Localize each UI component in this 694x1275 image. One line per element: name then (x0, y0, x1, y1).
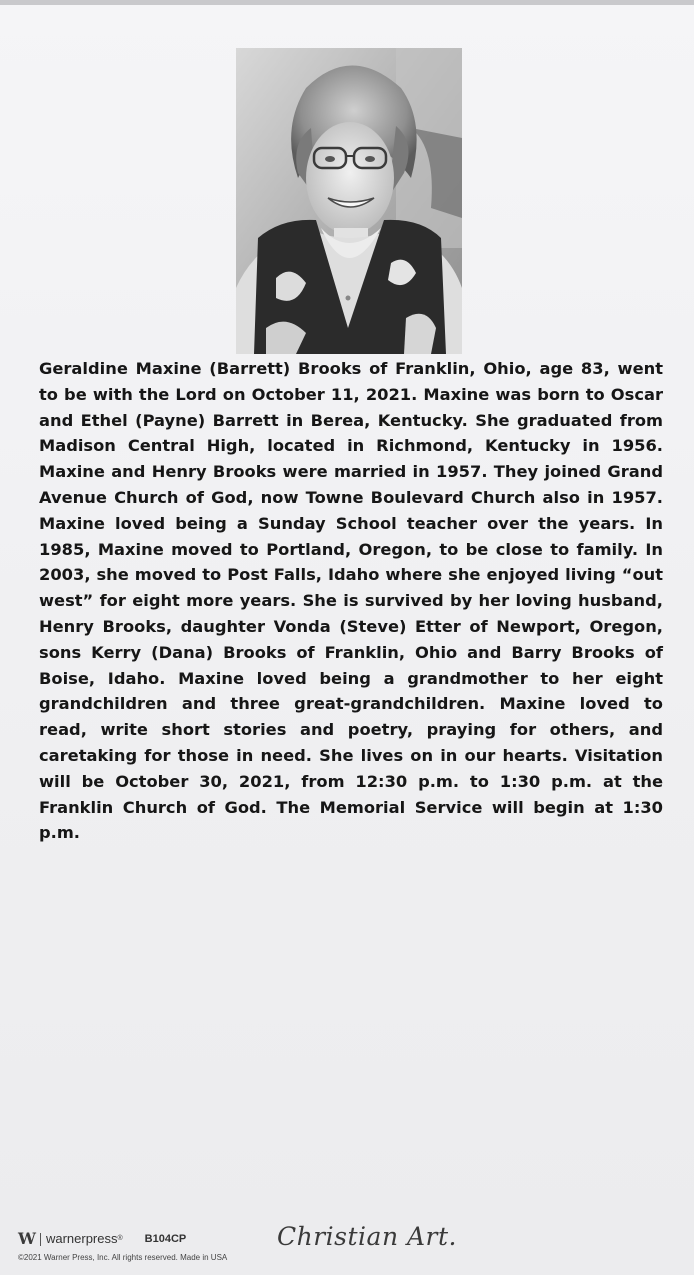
christian-art-logo: Christian Art. (277, 1222, 457, 1251)
top-edge (0, 0, 694, 5)
obituary-text: Geraldine Maxine (Barrett) Brooks of Franklin, Ohio, age 83, went to be with the Lord on October 11, 2021. Maxine was born to Oscar and Ethel (Payne) Barrett in Berea, Kentucky. She graduated from Madison Central High, located in Richmond, Kentucky in 1956. Maxine and Henry Brooks were married in 1957. They joined Grand Avenue Church of God, now Towne Boulevard Church also in 1957. Maxine loved being a Sunday School teacher over the years. In 1985, Maxine moved to Portland, Oregon, to be close to family. In 2003, she moved to Post Falls, Idaho where she enjoyed living “out west” for eight more years. She is survived by her loving husband, Henry Brooks, daughter Vonda (Steve) Etter of Newport, Oregon, sons Kerry (Dana) Brooks of Franklin, Ohio and Barry Brooks of Boise, Idaho. Maxine loved being a grandmother to her eight grandchildren and three great-grandchildren. Maxine loved to read, write short stories and poetry, praying for others, and caretaking for those in need. She lives on in our hearts. Visitation will be October 30, 2021, from 12:30 p.m. to 1:30 p.m. at the Franklin Church of God. The Memorial Service will begin at 1:30 p.m. (39, 359, 663, 843)
trademark-symbol: ® (117, 1235, 123, 1242)
product-code: B104CP (144, 1233, 187, 1245)
copyright-notice: ©2021 Warner Press, Inc. All rights reserved. Made in USA (18, 1253, 228, 1262)
brand-divider (40, 1233, 41, 1246)
publisher-brand (18, 1230, 227, 1248)
warner-press-logo-icon: W (18, 1229, 36, 1248)
portrait-image (236, 48, 462, 354)
publisher-name: warnerpress (45, 1231, 118, 1246)
portrait-photo (236, 48, 462, 354)
publisher-footer (18, 1230, 227, 1262)
